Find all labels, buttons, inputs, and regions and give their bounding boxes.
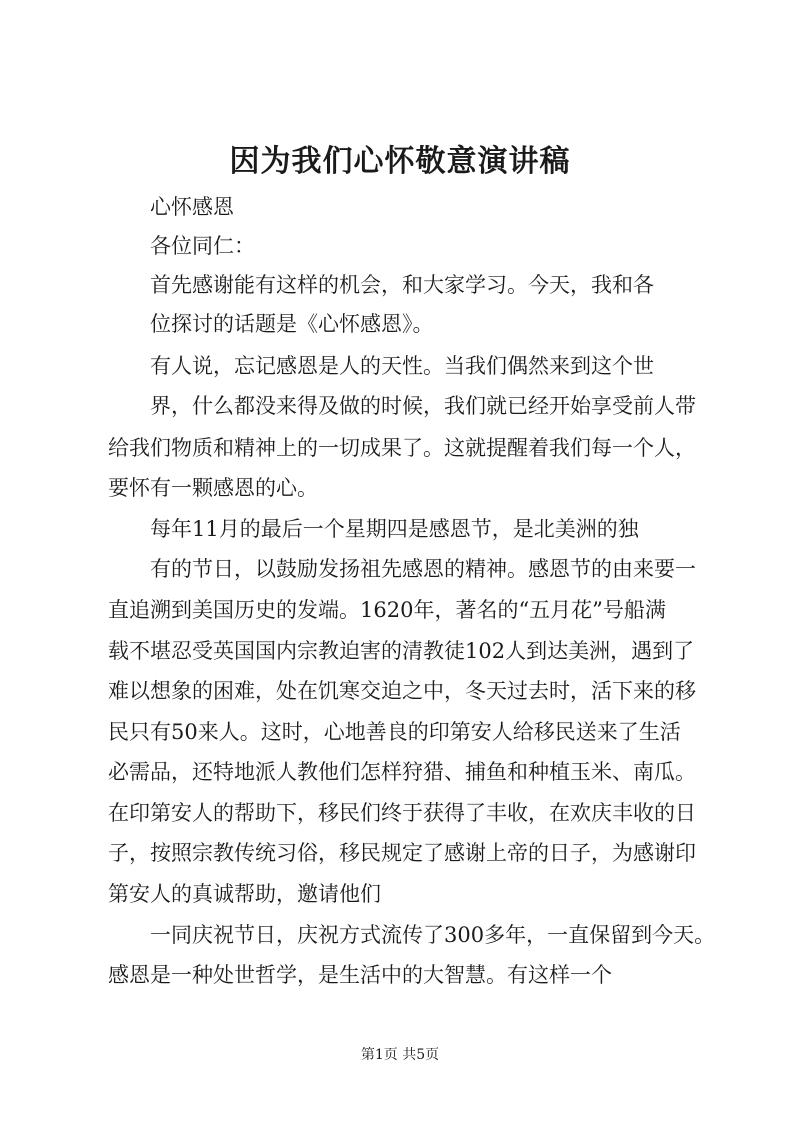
- text-line: 感恩是一种处世哲学，是生活中的大智慧。有这样一个: [108, 963, 612, 987]
- document-title: 因为我们心怀敬意演讲稿: [229, 144, 571, 179]
- text-line: 民只有50来人。这时，心地善良的印第安人给移民送来了生活: [108, 720, 681, 744]
- text-line: 一同庆祝节日，庆祝方式流传了300多年，一直保留到今天。: [150, 923, 716, 947]
- text-line: 载不堪忍受英国国内宗教迫害的清教徒102人到达美洲，遇到了: [108, 639, 695, 663]
- page-number-footer: 第1页 共5页: [360, 1047, 440, 1063]
- text-line: 界，什么都没来得及做的时候，我们就已经开始享受前人带: [150, 394, 696, 418]
- text-line: 必需品，还特地派人教他们怎样狩猎、捕鱼和种植玉米、南瓜。: [108, 760, 696, 784]
- text-line: 每年11月的最后一个星期四是感恩节，是北美洲的独: [150, 517, 639, 541]
- text-line: 第安人的真诚帮助，邀请他们: [108, 882, 381, 906]
- text-line: 在印第安人的帮助下，移民们终于获得了丰收，在欢庆丰收的日: [108, 801, 696, 825]
- text-line: 有的节日，以鼓励发扬祖先感恩的精神。感恩节的由来要一: [150, 557, 696, 581]
- text-line: 有人说，忘记感恩是人的天性。当我们偶然来到这个世: [150, 354, 654, 378]
- text-line: 直追溯到美国历史的发端。1620年，著名的“五月花”号船满: [108, 598, 666, 622]
- text-line: 心怀感恩: [150, 195, 234, 219]
- text-line: 难以想象的困难，处在饥寒交迫之中，冬天过去时，活下来的移: [108, 679, 696, 703]
- text-line: 各位同仁：: [150, 234, 255, 258]
- text-line: 要怀有一颗感恩的心。: [108, 476, 318, 500]
- text-line: 位探讨的话题是《心怀感恩》。: [150, 312, 434, 336]
- text-line: 首先感谢能有这样的机会，和大家学习。今天，我和各: [150, 273, 654, 297]
- text-line: 子，按照宗教传统习俗，移民规定了感谢上帝的日子，为感谢印: [108, 841, 696, 865]
- text-line: 给我们物质和精神上的一切成果了。这就提醒着我们每一个人，: [108, 436, 696, 460]
